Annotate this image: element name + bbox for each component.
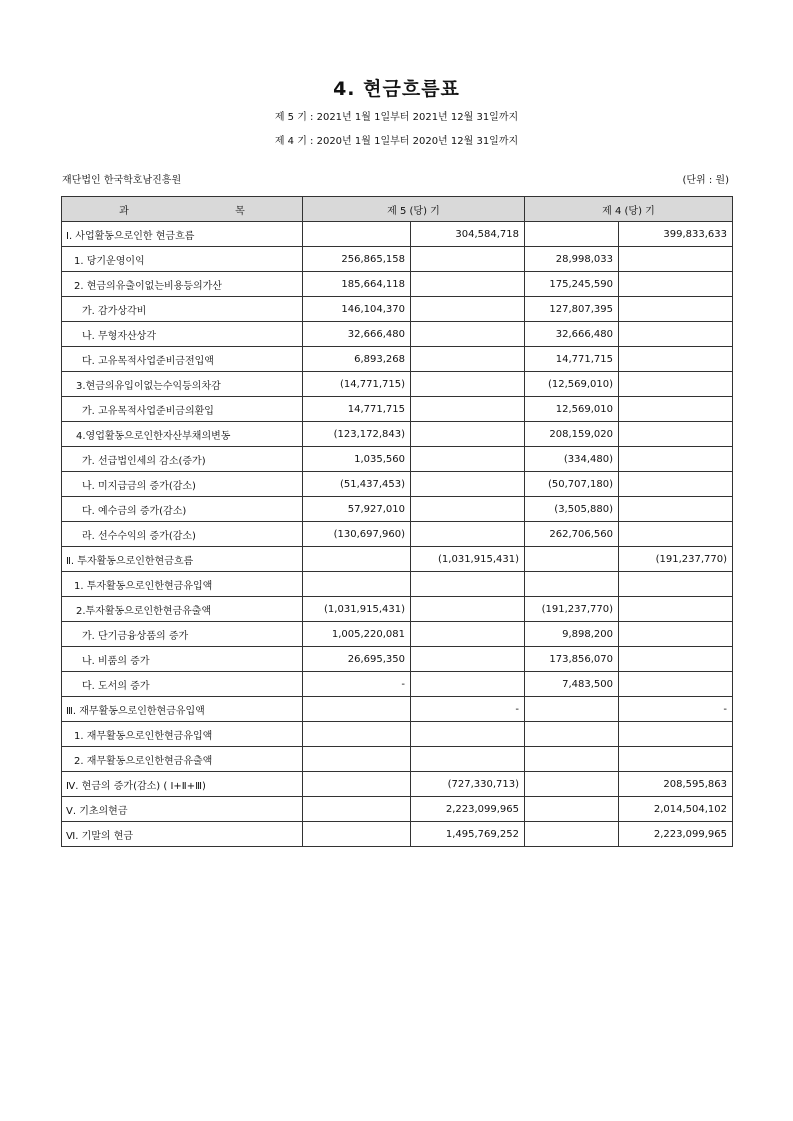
table-row bbox=[62, 472, 733, 497]
prior-total-value bbox=[619, 447, 733, 472]
current-total-value bbox=[411, 722, 525, 747]
page-title: 4. 현금흐름표 bbox=[333, 78, 460, 100]
cash-flow-table bbox=[61, 196, 733, 847]
prior-total-value bbox=[619, 247, 733, 272]
table-row bbox=[62, 647, 733, 672]
prior-total-value bbox=[619, 472, 733, 497]
prior-detail-value bbox=[525, 547, 619, 572]
row-label: 가. 선급법인세의 감소(증가) bbox=[62, 447, 303, 472]
table-row bbox=[62, 322, 733, 347]
prior-detail-value: 262,706,560 bbox=[525, 522, 619, 547]
table-row bbox=[62, 272, 733, 297]
table-row bbox=[62, 722, 733, 747]
prior-detail-value: 173,856,070 bbox=[525, 647, 619, 672]
prior-total-value bbox=[619, 397, 733, 422]
row-label: 2. 현금의유출이없는비용등의가산 bbox=[62, 272, 303, 297]
prior-detail-value: 28,998,033 bbox=[525, 247, 619, 272]
table-row bbox=[62, 297, 733, 322]
prior-detail-value: 7,483,500 bbox=[525, 672, 619, 697]
row-label: 나. 미지급금의 증가(감소) bbox=[62, 472, 303, 497]
current-detail-value bbox=[303, 747, 411, 772]
current-detail-value bbox=[303, 572, 411, 597]
current-detail-value: 1,005,220,081 bbox=[303, 622, 411, 647]
table-row bbox=[62, 522, 733, 547]
prior-detail-value: 9,898,200 bbox=[525, 622, 619, 647]
prior-total-value: - bbox=[619, 697, 733, 722]
prior-detail-value: 32,666,480 bbox=[525, 322, 619, 347]
row-label: 나. 무형자산상각 bbox=[62, 322, 303, 347]
table-row bbox=[62, 797, 733, 822]
row-label: Ⅰ. 사업활동으로인한 현금흐름 bbox=[62, 222, 303, 247]
current-total-value bbox=[411, 472, 525, 497]
current-total-value: 304,584,718 bbox=[411, 222, 525, 247]
current-detail-value: 256,865,158 bbox=[303, 247, 411, 272]
current-total-value bbox=[411, 372, 525, 397]
prior-detail-value bbox=[525, 572, 619, 597]
table-row bbox=[62, 772, 733, 797]
current-detail-value: 1,035,560 bbox=[303, 447, 411, 472]
row-label: 라. 선수수익의 증가(감소) bbox=[62, 522, 303, 547]
table-row bbox=[62, 822, 733, 847]
row-label: 나. 비품의 증가 bbox=[62, 647, 303, 672]
current-total-value: 1,495,769,252 bbox=[411, 822, 525, 847]
prior-detail-value bbox=[525, 797, 619, 822]
current-total-value bbox=[411, 572, 525, 597]
prior-detail-value: (12,569,010) bbox=[525, 372, 619, 397]
prior-detail-value: 208,159,020 bbox=[525, 422, 619, 447]
current-total-value bbox=[411, 622, 525, 647]
row-label: 가. 고유목적사업준비금의환입 bbox=[62, 397, 303, 422]
current-total-value: - bbox=[411, 697, 525, 722]
current-total-value bbox=[411, 397, 525, 422]
table-row bbox=[62, 372, 733, 397]
table-row bbox=[62, 347, 733, 372]
current-detail-value: (51,437,453) bbox=[303, 472, 411, 497]
current-detail-value bbox=[303, 797, 411, 822]
current-detail-value bbox=[303, 547, 411, 572]
row-label: 다. 고유목적사업준비금전입액 bbox=[62, 347, 303, 372]
current-total-value bbox=[411, 647, 525, 672]
current-detail-value: 32,666,480 bbox=[303, 322, 411, 347]
prior-detail-value bbox=[525, 722, 619, 747]
current-detail-value: 14,771,715 bbox=[303, 397, 411, 422]
row-label: 3.현금의유입이없는수익등의차감 bbox=[62, 372, 303, 397]
prior-detail-value bbox=[525, 697, 619, 722]
prior-total-value bbox=[619, 297, 733, 322]
prior-detail-value: 14,771,715 bbox=[525, 347, 619, 372]
prior-detail-value: 127,807,395 bbox=[525, 297, 619, 322]
table-row bbox=[62, 672, 733, 697]
row-label: 1. 재무활동으로인한현금유입액 bbox=[62, 722, 303, 747]
current-detail-value bbox=[303, 222, 411, 247]
prior-total-value bbox=[619, 372, 733, 397]
prior-detail-value: 12,569,010 bbox=[525, 397, 619, 422]
row-label: 다. 도서의 증가 bbox=[62, 672, 303, 697]
row-label: 2.투자활동으로인한현금유출액 bbox=[62, 597, 303, 622]
current-detail-value bbox=[303, 772, 411, 797]
prior-total-value bbox=[619, 722, 733, 747]
table-row bbox=[62, 547, 733, 572]
current-total-value bbox=[411, 247, 525, 272]
unit-label: (단위 : 원) bbox=[682, 175, 729, 186]
current-detail-value: - bbox=[303, 672, 411, 697]
table-row bbox=[62, 497, 733, 522]
current-detail-value: 185,664,118 bbox=[303, 272, 411, 297]
current-detail-value: (130,697,960) bbox=[303, 522, 411, 547]
header-subject-right: 목 bbox=[235, 205, 245, 217]
prior-detail-value bbox=[525, 822, 619, 847]
prior-total-value: 399,833,633 bbox=[619, 222, 733, 247]
row-label: 가. 감가상각비 bbox=[62, 297, 303, 322]
row-label: Ⅴ. 기초의현금 bbox=[62, 797, 303, 822]
prior-total-value bbox=[619, 322, 733, 347]
current-total-value bbox=[411, 447, 525, 472]
prior-detail-value: (191,237,770) bbox=[525, 597, 619, 622]
current-total-value bbox=[411, 297, 525, 322]
current-total-value bbox=[411, 522, 525, 547]
row-label: 1. 당기운영이익 bbox=[62, 247, 303, 272]
current-detail-value: (1,031,915,431) bbox=[303, 597, 411, 622]
current-detail-value bbox=[303, 822, 411, 847]
prior-total-value bbox=[619, 747, 733, 772]
current-detail-value: 57,927,010 bbox=[303, 497, 411, 522]
current-total-value bbox=[411, 422, 525, 447]
prior-total-value bbox=[619, 572, 733, 597]
table-header-row bbox=[62, 197, 733, 222]
prior-total-value bbox=[619, 422, 733, 447]
prior-total-value bbox=[619, 672, 733, 697]
current-total-value bbox=[411, 347, 525, 372]
prior-detail-value: (3,505,880) bbox=[525, 497, 619, 522]
table-row bbox=[62, 222, 733, 247]
current-detail-value: 6,893,268 bbox=[303, 347, 411, 372]
row-label: 1. 투자활동으로인한현금유입액 bbox=[62, 572, 303, 597]
prior-total-value bbox=[619, 597, 733, 622]
table-row bbox=[62, 247, 733, 272]
table-row bbox=[62, 747, 733, 772]
header-prior-period: 제 4 (당) 기 bbox=[525, 197, 733, 222]
current-total-value bbox=[411, 497, 525, 522]
row-label: Ⅱ. 투자활동으로인한현금흐름 bbox=[62, 547, 303, 572]
prior-detail-value bbox=[525, 222, 619, 247]
header-subject-left: 과 bbox=[119, 205, 129, 217]
table-row bbox=[62, 422, 733, 447]
table-row bbox=[62, 397, 733, 422]
current-detail-value bbox=[303, 697, 411, 722]
prior-total-value: (191,237,770) bbox=[619, 547, 733, 572]
current-detail-value: (123,172,843) bbox=[303, 422, 411, 447]
row-label: Ⅵ. 기말의 현금 bbox=[62, 822, 303, 847]
organization-name: 재단법인 한국학호남진흥원 bbox=[62, 175, 182, 186]
prior-detail-value bbox=[525, 747, 619, 772]
prior-total-value bbox=[619, 497, 733, 522]
current-total-value: (1,031,915,431) bbox=[411, 547, 525, 572]
prior-detail-value: (50,707,180) bbox=[525, 472, 619, 497]
table-row bbox=[62, 572, 733, 597]
period-prior: 제 4 기 : 2020년 1월 1일부터 2020년 12월 31일까지 bbox=[274, 136, 519, 147]
table-row bbox=[62, 697, 733, 722]
prior-total-value bbox=[619, 272, 733, 297]
row-label: Ⅲ. 재무활동으로인한현금유입액 bbox=[62, 697, 303, 722]
prior-total-value: 2,014,504,102 bbox=[619, 797, 733, 822]
current-detail-value: (14,771,715) bbox=[303, 372, 411, 397]
prior-total-value: 2,223,099,965 bbox=[619, 822, 733, 847]
period-current: 제 5 기 : 2021년 1월 1일부터 2021년 12월 31일까지 bbox=[274, 112, 519, 123]
prior-total-value bbox=[619, 622, 733, 647]
prior-total-value bbox=[619, 347, 733, 372]
current-total-value bbox=[411, 272, 525, 297]
prior-detail-value: 175,245,590 bbox=[525, 272, 619, 297]
current-total-value bbox=[411, 597, 525, 622]
prior-total-value bbox=[619, 647, 733, 672]
current-total-value bbox=[411, 672, 525, 697]
row-label: 가. 단기금융상품의 증가 bbox=[62, 622, 303, 647]
current-total-value bbox=[411, 747, 525, 772]
current-total-value: 2,223,099,965 bbox=[411, 797, 525, 822]
row-label: 다. 예수금의 증가(감소) bbox=[62, 497, 303, 522]
prior-total-value bbox=[619, 522, 733, 547]
table-row bbox=[62, 597, 733, 622]
prior-total-value: 208,595,863 bbox=[619, 772, 733, 797]
current-detail-value: 26,695,350 bbox=[303, 647, 411, 672]
header-current-period: 제 5 (당) 기 bbox=[303, 197, 525, 222]
prior-detail-value: (334,480) bbox=[525, 447, 619, 472]
current-detail-value: 146,104,370 bbox=[303, 297, 411, 322]
prior-detail-value bbox=[525, 772, 619, 797]
header-subject bbox=[62, 197, 303, 222]
row-label: Ⅳ. 현금의 증가(감소) ( Ⅰ+Ⅱ+Ⅲ) bbox=[62, 772, 303, 797]
table-row bbox=[62, 447, 733, 472]
current-total-value bbox=[411, 322, 525, 347]
current-total-value: (727,330,713) bbox=[411, 772, 525, 797]
table-row bbox=[62, 622, 733, 647]
row-label: 2. 재무활동으로인한현금유출액 bbox=[62, 747, 303, 772]
row-label: 4.영업활동으로인한자산부채의변동 bbox=[62, 422, 303, 447]
current-detail-value bbox=[303, 722, 411, 747]
